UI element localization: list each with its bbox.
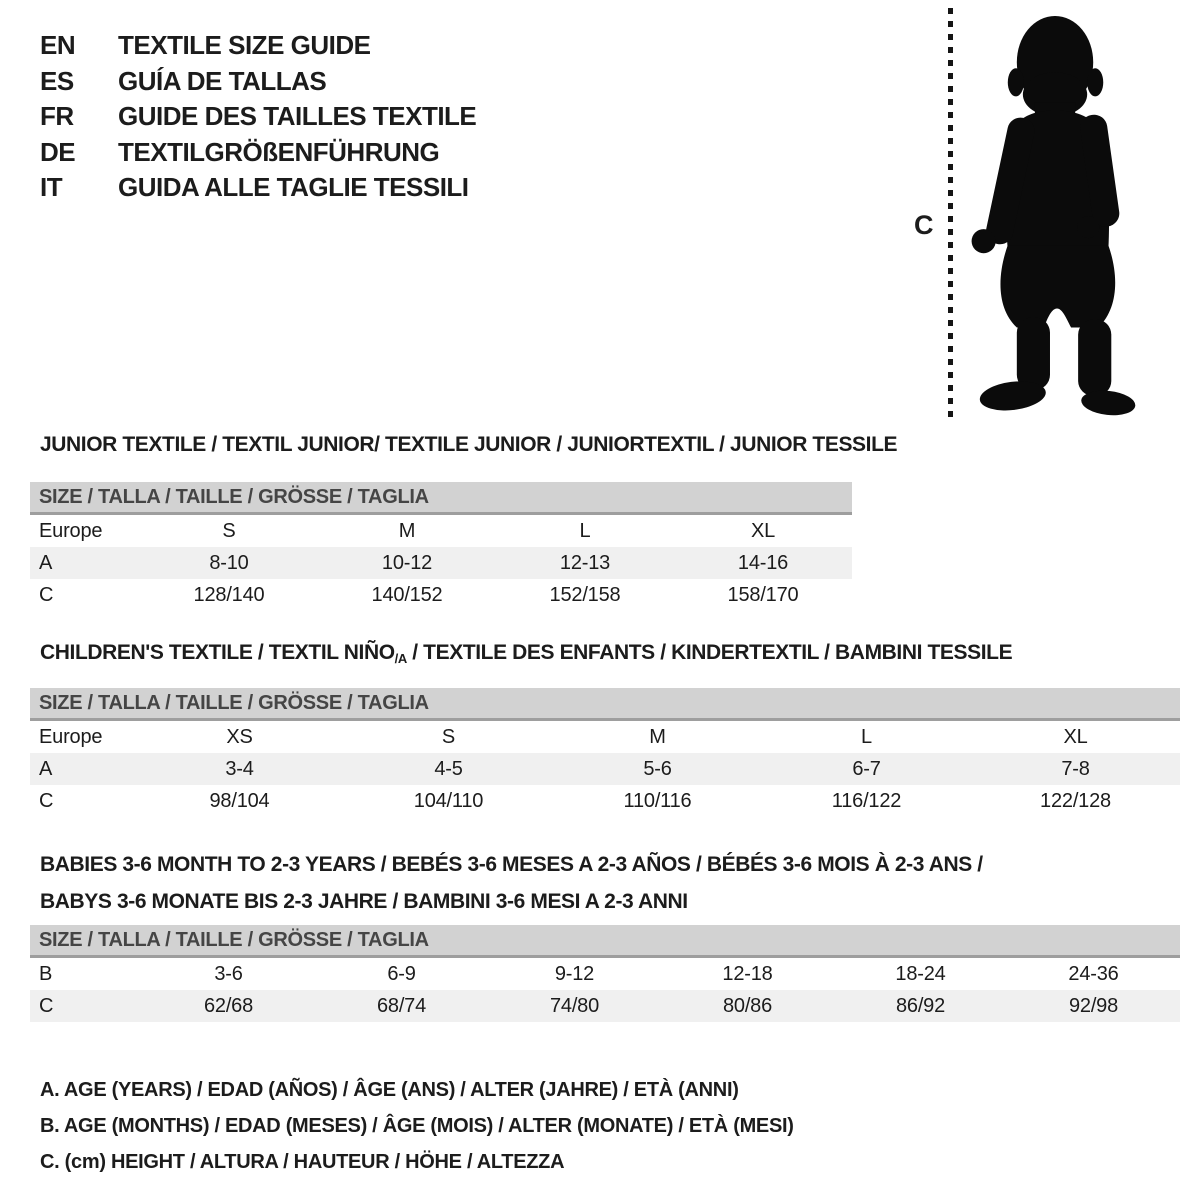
size-value: 62/68	[203, 994, 254, 1017]
lang-title: TEXTILGRÖßENFÜHRUNG	[118, 136, 440, 167]
note-b: B. AGE (MONTHS) / EDAD (MESES) / ÂGE (MOIS) / ALTER (MONATE) / ETÀ (MESI)	[40, 1115, 794, 1137]
note-c: C. (cm) HEIGHT / ALTURA / HAUTEUR / HÖHE / ALTEZZA	[40, 1151, 565, 1173]
table-row	[30, 958, 1180, 990]
size-value: 14-16	[737, 551, 789, 574]
table-row	[30, 990, 1180, 1022]
height-measure-label: C	[914, 210, 934, 240]
size-value: 104/110	[413, 789, 484, 812]
size-value: 98/104	[209, 789, 270, 812]
lang-code: EN	[40, 30, 76, 60]
row-label: A	[39, 757, 53, 780]
size-value: 4-5	[434, 757, 463, 780]
size-value: 92/98	[1068, 994, 1119, 1017]
babies-title-line2: BABYS 3-6 MONATE BIS 2-3 JAHRE / BAMBINI 3-6 MESI A 2-3 ANNI	[40, 890, 688, 913]
size-value: 128/140	[193, 583, 265, 606]
row-label: C	[39, 789, 54, 812]
size-value: M	[649, 725, 666, 748]
junior-section-title: JUNIOR TEXTILE / TEXTIL JUNIOR/ TEXTILE JUNIOR / JUNIORTEXTIL / JUNIOR TESSILE	[40, 433, 898, 456]
size-value: 12-13	[559, 551, 611, 574]
children-title-prefix: CHILDREN'S TEXTILE / TEXTIL NIÑO	[40, 641, 395, 664]
row-label: B	[39, 962, 53, 985]
size-value: 5-6	[643, 757, 672, 780]
lang-title: GUIDA ALLE TAGLIE TESSILI	[118, 172, 469, 202]
size-value: 3-6	[214, 962, 243, 985]
babies-size-table	[30, 925, 1180, 1022]
toddler-silhouette-icon	[966, 14, 1138, 416]
size-value: 12-18	[722, 962, 773, 985]
size-value: 80/86	[722, 994, 773, 1017]
children-title-suffix: / TEXTILE DES ENFANTS / KINDERTEXTIL / BAMBINI TESSILE	[406, 641, 1013, 664]
language-list	[40, 28, 476, 206]
children-title-subscript: /A	[394, 651, 407, 666]
lang-title: GUIDE DES TAILLES TEXTILE	[118, 101, 477, 131]
children-section-title	[40, 641, 1012, 671]
size-value: 86/92	[895, 994, 946, 1017]
lang-title: GUÍA DE TALLAS	[118, 65, 327, 96]
table-row	[30, 547, 852, 579]
size-value: XS	[226, 725, 253, 748]
lang-code: ES	[40, 65, 74, 96]
size-value: L	[579, 519, 591, 542]
table-row	[30, 515, 852, 547]
size-value: 6-9	[387, 962, 416, 985]
size-value: L	[861, 725, 872, 748]
babies-section-title	[40, 846, 983, 920]
babies-size-bar: SIZE / TALLA / TAILLE / GRÖSSE / TAGLIA	[30, 925, 1180, 958]
table-row	[30, 785, 1180, 817]
lang-code: FR	[40, 101, 74, 131]
size-value: 8-10	[209, 551, 249, 574]
size-value: XL	[1063, 725, 1088, 748]
table-row	[30, 753, 1180, 785]
row-label: C	[39, 994, 54, 1017]
legend-notes	[40, 1072, 794, 1180]
size-value: 9-12	[554, 962, 595, 985]
junior-size-bar: SIZE / TALLA / TAILLE / GRÖSSE / TAGLIA	[30, 482, 852, 515]
lang-title: TEXTILE SIZE GUIDE	[118, 30, 371, 60]
babies-title-line1: BABIES 3-6 MONTH TO 2-3 YEARS / BEBÉS 3-6 MESES A 2-3 AÑOS / BÉBÉS 3-6 MOIS À 2-3 ANS /	[40, 853, 983, 876]
size-value: 158/170	[727, 583, 799, 606]
lang-code: DE	[40, 136, 76, 167]
size-value: 152/158	[549, 583, 621, 606]
size-value: 110/116	[623, 789, 692, 812]
children-size-table	[30, 688, 1180, 817]
size-value: S	[441, 725, 456, 748]
table-row	[30, 721, 1180, 753]
size-value: 24-36	[1068, 962, 1119, 985]
size-value: 10-12	[381, 551, 433, 574]
size-value: M	[398, 519, 416, 542]
height-dashed-line	[948, 8, 953, 418]
size-value: S	[222, 519, 236, 542]
row-label: C	[39, 583, 54, 606]
size-value: XL	[750, 519, 776, 542]
size-value: 7-8	[1061, 757, 1090, 780]
junior-size-table	[30, 482, 852, 611]
children-size-bar: SIZE / TALLA / TAILLE / GRÖSSE / TAGLIA	[30, 688, 1180, 721]
size-value: 116/122	[831, 789, 902, 812]
size-value: 3-4	[225, 757, 254, 780]
row-label: Europe	[39, 519, 103, 542]
table-row	[30, 579, 852, 611]
size-value: 74/80	[549, 994, 600, 1017]
row-label: A	[39, 551, 53, 574]
size-value: 140/152	[371, 583, 443, 606]
note-a: A. AGE (YEARS) / EDAD (AÑOS) / ÂGE (ANS) / ALTER (JAHRE) / ETÀ (ANNI)	[40, 1079, 739, 1101]
size-value: 6-7	[852, 757, 881, 780]
lang-code: IT	[40, 172, 63, 202]
size-value: 122/128	[1040, 789, 1111, 812]
row-label: Europe	[39, 725, 103, 748]
size-value: 18-24	[895, 962, 946, 985]
size-value: 68/74	[376, 994, 427, 1017]
